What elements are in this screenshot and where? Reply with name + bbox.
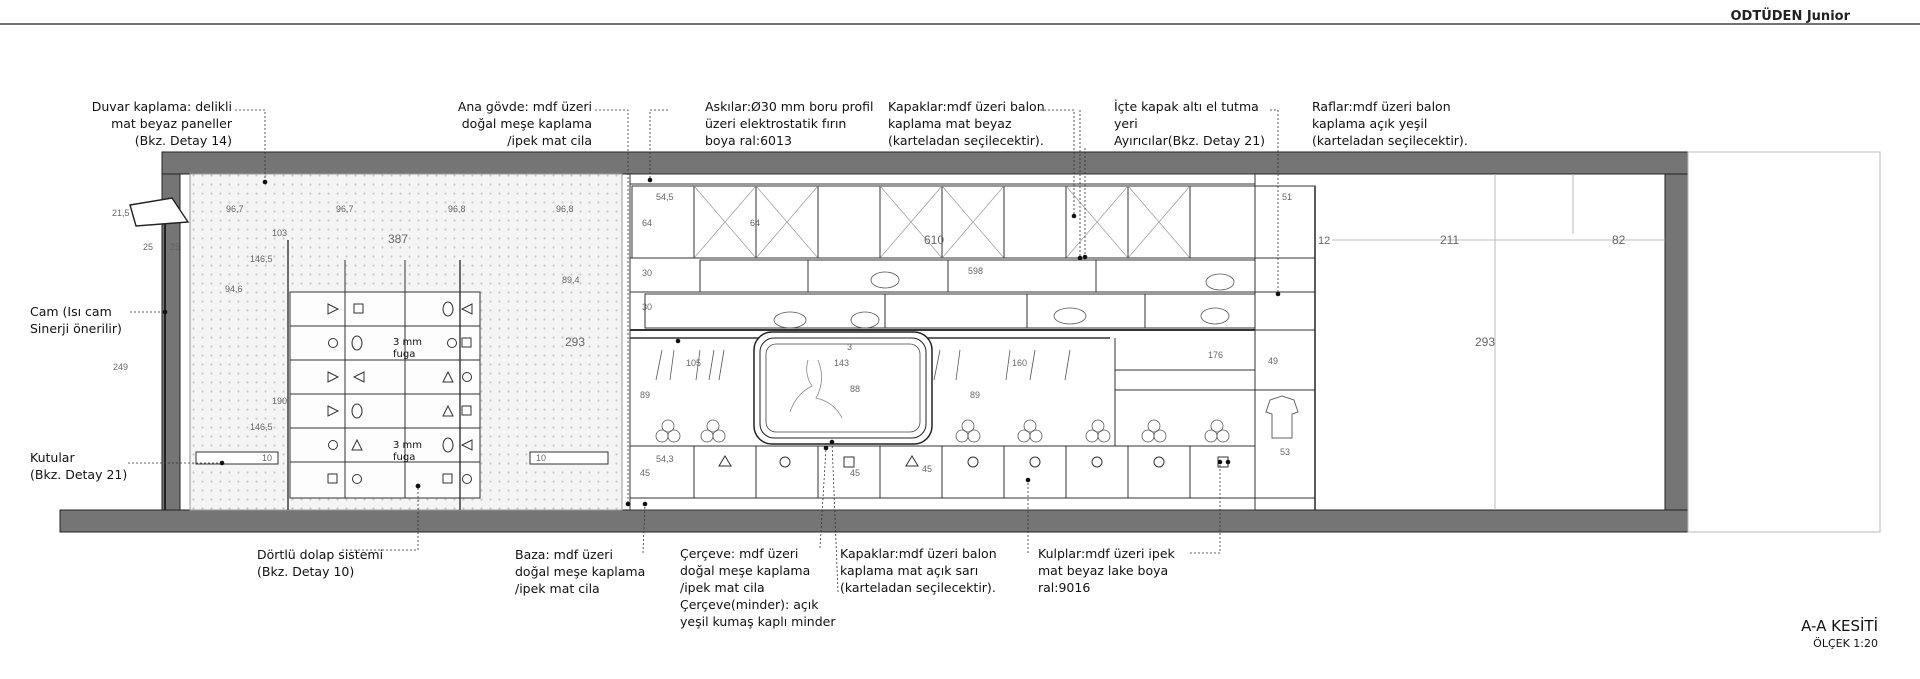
note-hangers: Askılar:Ø30 mm boru profil üzeri elektrostatik fırın boya ral:6013 [705, 99, 874, 148]
dim-894: 89,4 [562, 275, 580, 285]
sheet-title: A-A KESİTİ [1801, 617, 1878, 635]
dim-3: 3 [847, 342, 853, 352]
dim-968b: 96,8 [556, 204, 574, 214]
main-wardrobe [630, 174, 1315, 510]
note-main-body: Ana gövde: mdf üzeri doğal meşe kaplama /ipek mat cila [457, 99, 592, 148]
dim-143: 143 [834, 358, 850, 368]
dim-387: 387 [388, 232, 409, 246]
dim-25a: 25 [143, 242, 154, 252]
note-wall-cladding: Duvar kaplama: delikli mat beyaz paneller (Bkz. Detay 14) [91, 99, 232, 148]
dim-10a: 10 [262, 453, 273, 463]
dim-89b: 89 [970, 390, 981, 400]
dim-293: 293 [565, 335, 586, 349]
dim-946: 94,6 [225, 284, 243, 294]
fuga-note-1: 3 mm fuga [393, 337, 423, 360]
dim-1465: 146,5 [250, 254, 273, 264]
dim-64a: 64 [642, 218, 653, 228]
dim-10b: 10 [536, 453, 547, 463]
dim-64b: 64 [750, 218, 761, 228]
note-boxes: Kutular (Bkz. Detay 21) [30, 450, 128, 482]
dim-45c: 45 [922, 464, 933, 474]
dim-103: 103 [272, 228, 288, 238]
note-glass: Cam (Isı cam Sinerji önerilir) [30, 304, 122, 336]
fuga-note-2: 3 mm fuga [393, 440, 423, 463]
dim-967a: 96,7 [226, 204, 244, 214]
dim-53: 53 [1280, 447, 1291, 457]
dim-211: 211 [1440, 233, 1460, 247]
dim-49: 49 [1268, 356, 1279, 366]
dim-51: 51 [1282, 192, 1293, 202]
dim-190: 190 [272, 396, 288, 406]
note-quad-cabinet: Dörtlü dolap sistemi (Bkz. Detay 10) [257, 547, 384, 579]
dim-12: 12 [1318, 235, 1331, 247]
dim-88: 88 [850, 384, 861, 394]
dim-82: 82 [1612, 233, 1626, 247]
sheet-scale: ÖLÇEK 1:20 [1813, 637, 1878, 650]
dim-25b: 25 [170, 242, 181, 252]
note-shelves: Raflar:mdf üzeri balon kaplama açık yeşil (karteladan seçilecektir). [1312, 99, 1468, 148]
project-name: ODTÜDEN Junior [1730, 9, 1850, 24]
dim-105: 105 [686, 358, 702, 368]
dim-30b: 30 [642, 302, 653, 312]
dim-30a: 30 [642, 268, 653, 278]
note-frame: Çerçeve: mdf üzeri doğal meşe kaplama /ipek mat cila Çerçeve(minder): açık yeşil kumaş kaplı minder [680, 546, 836, 629]
dim-967b: 96,7 [336, 204, 354, 214]
dim-610: 610 [924, 233, 945, 247]
dim-968a: 96,8 [448, 204, 466, 214]
adjacent-outline [1688, 152, 1880, 532]
floor-slab [60, 510, 1688, 532]
dim-45a: 45 [640, 468, 651, 478]
dim-176: 176 [1208, 350, 1224, 360]
note-dividers: Ayırıcılar(Bkz. Detay 21) [1114, 133, 1266, 148]
dim-215: 21,5 [112, 208, 130, 218]
dim-89a: 89 [640, 390, 651, 400]
dim-293b: 293 [1475, 335, 1496, 349]
note-doors-yellow: Kapaklar:mdf üzeri balon kaplama mat açık sarı (karteladan seçilecektir). [840, 546, 997, 595]
right-wall [1665, 174, 1688, 510]
dim-45b: 45 [850, 468, 861, 478]
note-base: Baza: mdf üzeri doğal meşe kaplama /ipek mat cila [515, 547, 646, 596]
dim-160: 160 [1012, 358, 1028, 368]
dim-543: 54,3 [656, 454, 674, 464]
note-doors-white: Kapaklar:mdf üzeri balon kaplama mat beyaz (karteladan seçilecektir). [888, 99, 1045, 148]
dim-598: 598 [968, 266, 984, 276]
dim-545: 54,5 [656, 192, 674, 202]
note-door-grip: İçte kapak altı el tutma yeri [1114, 99, 1259, 131]
ceiling-slab [162, 152, 1688, 174]
dim-1465b: 146,5 [250, 422, 273, 432]
room-dim-lines [1332, 174, 1665, 510]
note-handles: Kulplar:mdf üzeri ipek mat beyaz lake boya ral:9016 [1038, 546, 1175, 595]
dim-249: 249 [113, 362, 129, 372]
